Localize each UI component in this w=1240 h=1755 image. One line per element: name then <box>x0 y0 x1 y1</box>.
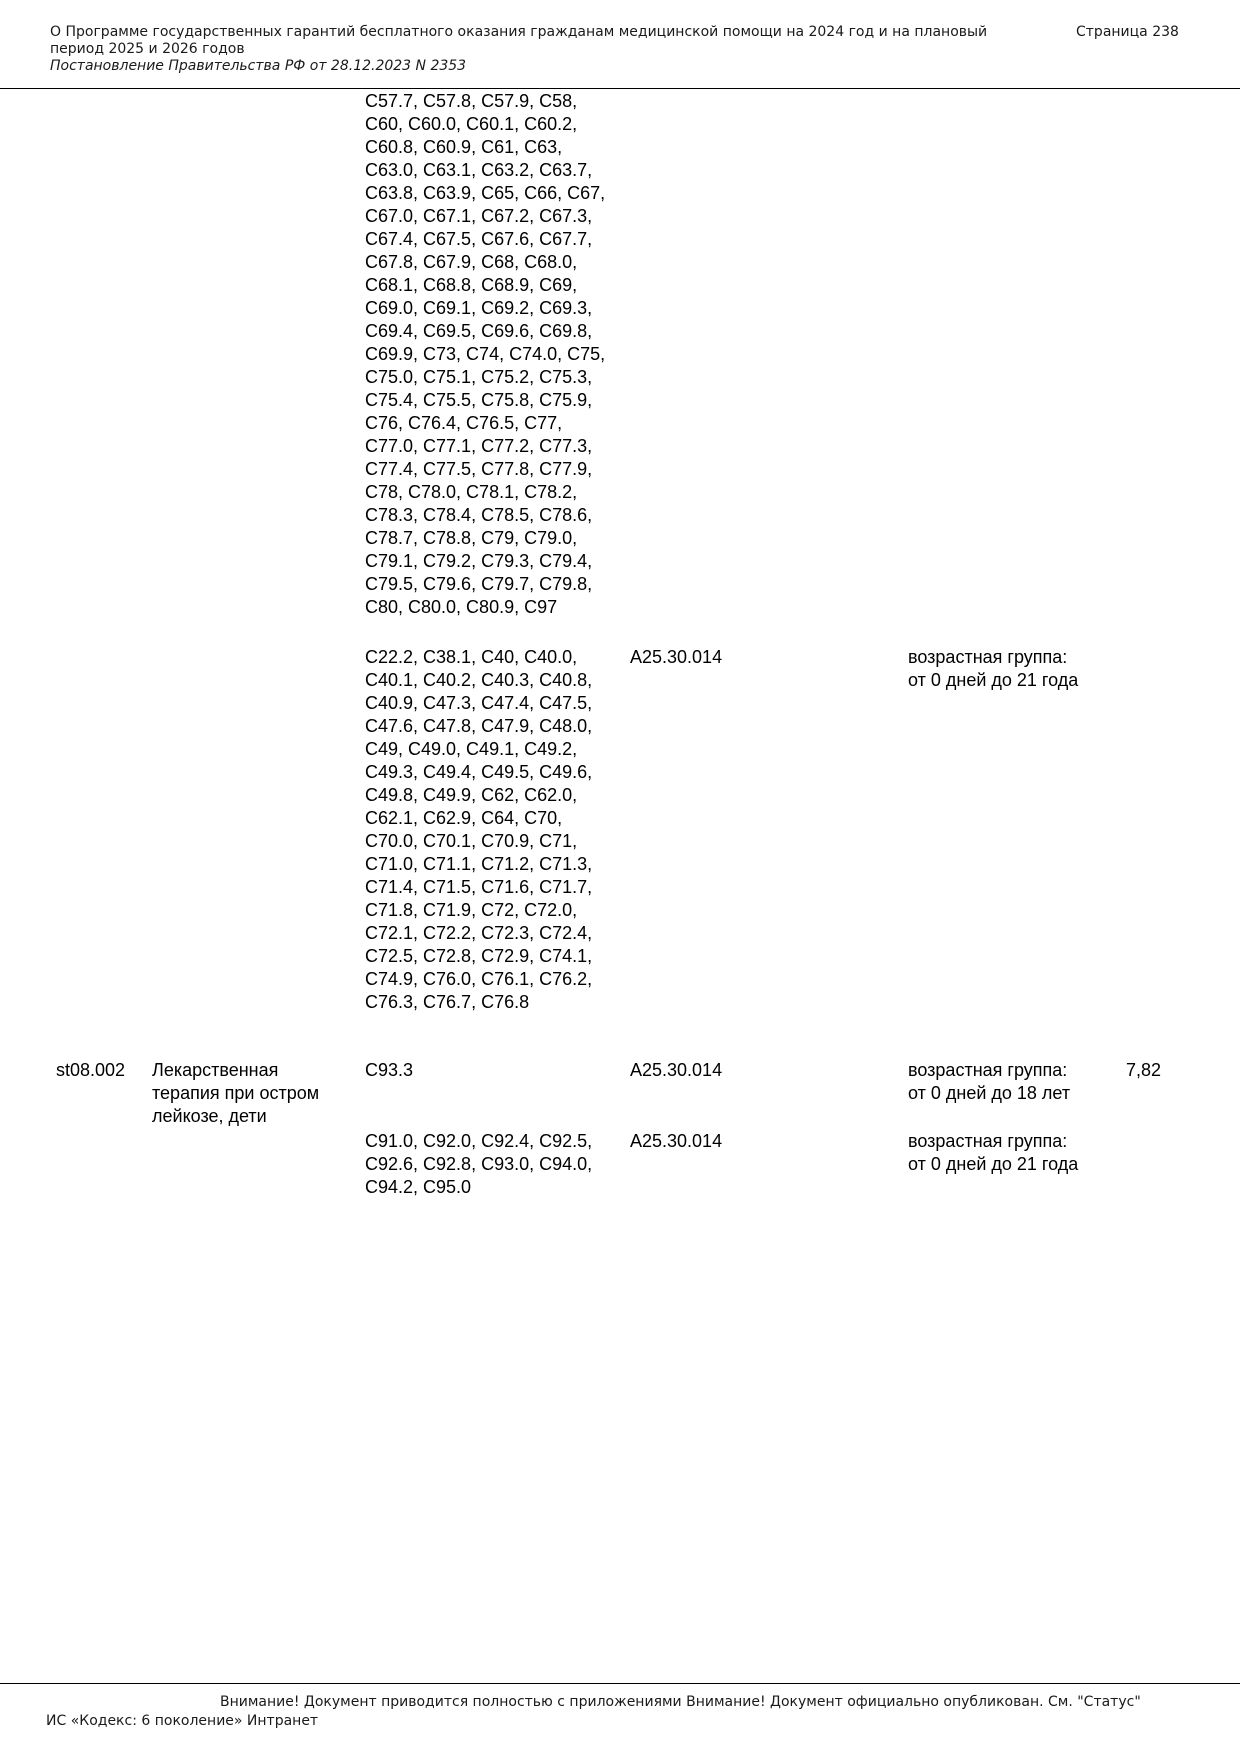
service-code-cell: A25.30.014 <box>630 1060 723 1080</box>
service-code-cell: A25.30.014 <box>630 1131 723 1151</box>
criteria-cell: возрастная группа: от 0 дней до 21 года <box>908 1131 1079 1174</box>
icd-codes-cell: C91.0, C92.0, C92.4, C92.5, C92.6, C92.8, C93.0, C94.0, C94.2, C95.0 <box>365 1131 593 1197</box>
footer-divider <box>0 1683 1240 1684</box>
header-divider <box>0 88 1240 89</box>
criteria-cell: возрастная группа: от 0 дней до 18 лет <box>908 1060 1071 1103</box>
icd-codes-cell: C57.7, C57.8, C57.9, C58, C60, C60.0, C60.1, C60.2, C60.8, C60.9, C61, C63, C63.0, C63.1, C63.2, C63.7, C63.8, C63.9, C65, C66, C67, C67.0, C67.1, C67.2, C67.3, C67.4, C67.5, C67.6, C67.7, C67.8, C67.9, C68, C68.0, C68.1, C68.8, C68.9, C69, C69.0, C69.1, C69.2, C69.3, C69.4, C69.5, C69.6, C69.8, C69.9, C73, C74, C74.0, C75, C75.0, C75.1, C75.2, C75.3, C75.4, C75.5, C75.8, C75.9, C76, C76.4, C76.5, C77, C77.0, C77.1, C77.2, C77.3, C77.4, C77.5, C77.8, C77.9, C78, C78.0, C78.1, C78.2, C78.3, C78.4, C78.5, C78.6, C78.7, C78.8, C79, C79.0, C79.1, C79.2, C79.3, C79.4, C79.5, C79.6, C79.7, C79.8, C80, C80.0, C80.9, C97 <box>365 91 606 617</box>
icd-codes-cell: C93.3 <box>365 1060 414 1080</box>
footer-system-name: ИС «Кодекс: 6 поколение» Интранет <box>46 1713 319 1729</box>
icd-codes-cell: C22.2, C38.1, C40, C40.0, C40.1, C40.2, C40.3, C40.8, C40.9, C47.3, C47.4, C47.5, C47.6, C47.8, C47.9, C48.0, C49, C49.0, C49.1, C49.2, C49.3, C49.4, C49.5, C49.6, C49.8, C49.9, C62, C62.0, C62.1, C62.9, C64, C70, C70.0, C70.1, C70.9, C71, C71.0, C71.1, C71.2, C71.3, C71.4, C71.5, C71.6, C71.7, C71.8, C71.9, C72, C72.0, C72.1, C72.2, C72.3, C72.4, C72.5, C72.8, C72.9, C74.1, C74.9, C76.0, C76.1, C76.2, C76.3, C76.7, C76.8 <box>365 647 593 1012</box>
criteria-cell: возрастная группа: от 0 дней до 21 года <box>908 647 1079 690</box>
decree-reference: Постановление Правительства РФ от 28.12.2023 N 2353 <box>50 58 467 74</box>
service-code-cell: A25.30.014 <box>630 647 723 667</box>
coefficient-cell: 7,82 <box>1126 1060 1162 1080</box>
group-code-cell: st08.002 <box>56 1060 126 1080</box>
footer-notice: Внимание! Документ приводится полностью с приложениями Внимание! Документ официально опубликован. См. "Статус" <box>220 1694 1141 1710</box>
group-name-cell: Лекарственная терапия при остром лейкозе, дети <box>152 1060 320 1126</box>
document-header <box>50 24 1050 75</box>
document-title: О Программе государственных гарантий бесплатного оказания гражданам медицинской помощи на 2024 год и на плановый период 2025 и 2026 годов <box>50 24 988 57</box>
page-number: Страница 238 <box>1076 24 1179 40</box>
